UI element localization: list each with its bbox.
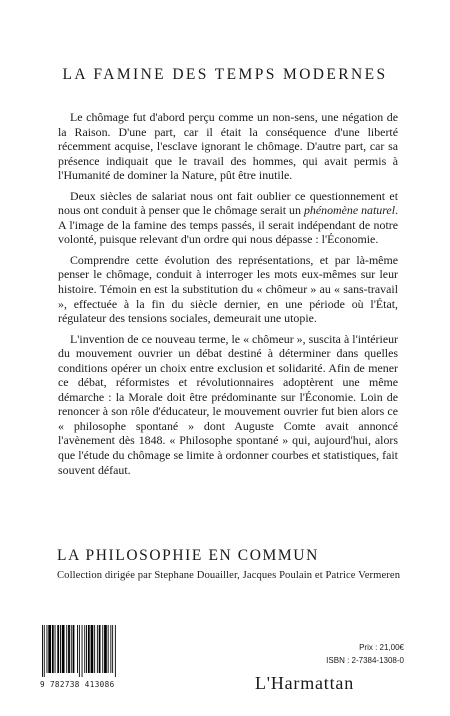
barcode-digits: 9 782738 413086: [40, 680, 115, 689]
barcode-bar: [102, 625, 103, 673]
barcode-bar: [68, 625, 70, 673]
barcode-bar: [112, 625, 113, 673]
blurb-paragraph-2-emphasis: phénomène naturel: [303, 203, 396, 218]
blurb-paragraph-1: Le chômage fut d'abord perçu comme un non-sens, une négation de la Raison. D'une part, car il était la conséquence d'une liberté récemment acquise, l'esclave ignorant le chômage. D'autre part, car sa présence indiquait que le travail des hommes, qui avait permis à l'Humanité de dominer la Nature, pût être inutile.: [58, 110, 398, 183]
blurb-paragraph-2-start: Deux siècles de salariat nous ont fait oublier ce questionnement et nous ont conduit à penser que le chômage serait un: [58, 188, 398, 218]
barcode-bar: [97, 625, 98, 673]
price-label: Prix : 21,00€: [359, 643, 404, 652]
publisher-logo-text: L'Harmattan: [255, 673, 355, 693]
barcode-bar: [94, 625, 95, 673]
barcode-bar: [71, 625, 72, 673]
barcode-bar: [110, 625, 111, 673]
barcode-bar: [73, 625, 75, 673]
blurb-paragraph-3: Comprendre cette évolution des représentations, et par là-même penser le chômage, conduit à interroger les mots eux-mêmes sur leur histoire. Témoin en est la substitution du « chômeur » au « sans-travail », effectuée à la fin du siècle dernier, en une période où l'État, régulateur des tensions sociales, demeurait une utopie.: [58, 252, 398, 326]
barcode-bar: [48, 625, 51, 673]
back-cover-title: LA FAMINE DES TEMPS MODERNES: [62, 66, 388, 83]
barcode-bar: [77, 625, 78, 673]
barcode-bar: [62, 625, 65, 673]
barcode: [40, 625, 150, 677]
barcode-bar: [42, 625, 43, 677]
barcode-bar: [44, 625, 45, 677]
barcode-bar: [91, 625, 94, 673]
barcode-bar: [86, 625, 87, 673]
isbn-label: ISBN : 2-7384-1308-0: [326, 656, 404, 665]
barcode-bar: [60, 625, 61, 673]
blurb-paragraph-2: [58, 189, 398, 247]
barcode-bar: [79, 625, 80, 677]
barcode-bar: [66, 625, 67, 673]
barcode-bar: [104, 625, 107, 673]
collection-credits: Collection dirigée par Stephane Douailler, Jacques Poulain et Patrice Vermeren: [57, 570, 401, 581]
blurb-paragraph-2-end: . A l'image de la famine des temps passés, il serait indépendant de notre volonté, puisque relevant d'un ordre qui nous dépasse : l'Économie.: [58, 203, 398, 247]
barcode-bar: [47, 625, 48, 673]
collection-name: LA PHILOSOPHIE EN COMMUN: [57, 547, 319, 564]
barcode-bar: [55, 625, 56, 673]
barcode-bar: [82, 625, 83, 677]
barcode-bar: [108, 625, 109, 673]
barcode-bar: [57, 625, 59, 673]
barcode-bar: [88, 625, 90, 673]
barcode-bar: [115, 625, 116, 677]
blurb: [58, 110, 398, 483]
barcode-bar: [52, 625, 54, 673]
blurb-paragraph-4: L'invention de ce nouveau terme, le « chômeur », suscita à l'intérieur du mouvement ouvrier un débat destiné à déterminer dans quelles conditions opérer un choix entre exclusion et solidarité. Afin de mener ce débat, réformistes et révolutionnaires adoptèrent une même démarche : la Morale doit être prédominante sur l'Économie. Loin de renoncer à son rôle d'éducateur, le mouvement ouvrier fut bien alors ce « philosophe spontané » dont Auguste Comte avait annoncé l'avènement dès 1848. « Philosophe spontané » qui, aujourd'hui, alors que l'étude du chômage se limite à ordonner courbes et statistiques, fait souvent défaut.: [58, 331, 398, 477]
barcode-bar: [84, 625, 85, 673]
barcode-bar: [99, 625, 101, 673]
